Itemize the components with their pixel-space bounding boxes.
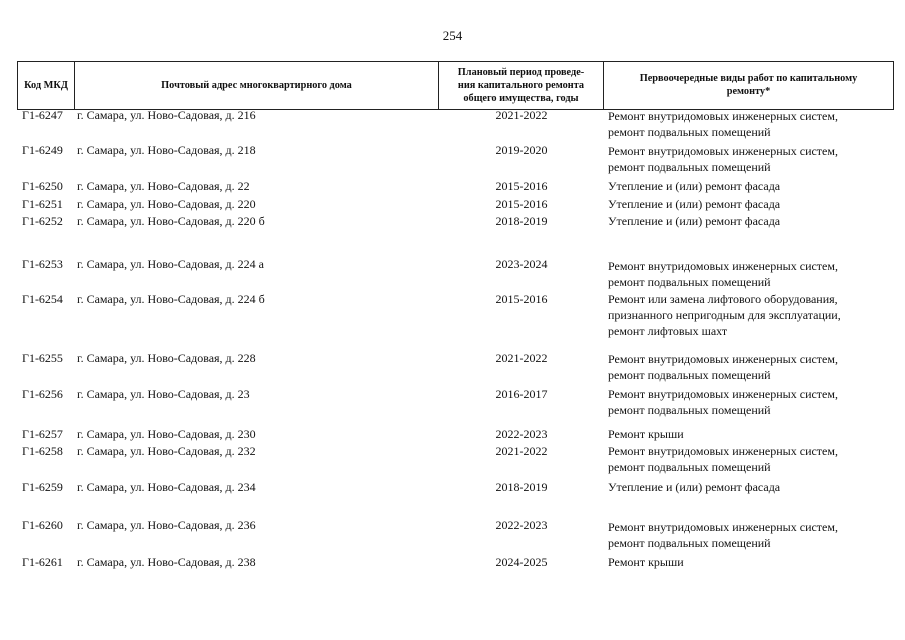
cell-works: Ремонт или замена лифтового оборудования, признанного непригодным для эксплуатации, ремонт лифтовых шахт: [608, 292, 841, 338]
column-divider: [893, 61, 894, 110]
cell-period: 2018-2019: [495, 480, 548, 494]
cell-code: Г1-6257: [22, 427, 63, 441]
cell-works: Утепление и (или) ремонт фасада: [608, 480, 781, 494]
cell-address: г. Самара, ул. Ново-Садовая, д. 216: [77, 108, 256, 122]
cell-period: 2021-2022: [495, 108, 548, 122]
cell-address: г. Самара, ул. Ново-Садовая, д. 236: [77, 518, 256, 532]
cell-address: г. Самара, ул. Ново-Садовая, д. 238: [77, 555, 256, 569]
cell-works: Ремонт внутридомовых инженерных систем, ремонт подвальных помещений: [608, 352, 838, 382]
cell-works: Ремонт внутридомовых инженерных систем, ремонт подвальных помещений: [608, 259, 838, 289]
cell-code: Г1-6261: [22, 555, 63, 569]
cell-code: Г1-6252: [22, 214, 63, 228]
header-code: Код МКД: [24, 79, 68, 91]
cell-works: Утепление и (или) ремонт фасада: [608, 214, 781, 228]
cell-period: 2015-2016: [495, 197, 548, 211]
header-works: Первоочередные виды работ по капитальному ремонту*: [639, 73, 858, 97]
cell-code: Г1-6253: [22, 257, 63, 271]
cell-works: Ремонт внутридомовых инженерных систем, ремонт подвальных помещений: [608, 144, 838, 174]
cell-code: Г1-6258: [22, 444, 63, 458]
cell-period: 2018-2019: [495, 214, 548, 228]
cell-works: Ремонт крыши: [608, 427, 684, 441]
page-number: 254: [442, 28, 463, 43]
cell-code: Г1-6249: [22, 143, 63, 157]
cell-period: 2024-2025: [495, 555, 548, 569]
cell-address: г. Самара, ул. Ново-Садовая, д. 220 б: [77, 214, 265, 228]
cell-code: Г1-6247: [22, 108, 63, 122]
cell-period: 2015-2016: [495, 179, 548, 193]
header-period: Плановый период проведе- ния капитального ремонта общего имущества, годы: [457, 66, 585, 104]
cell-code: Г1-6251: [22, 197, 63, 211]
cell-address: г. Самара, ул. Ново-Садовая, д. 234: [77, 480, 256, 494]
cell-address: г. Самара, ул. Ново-Садовая, д. 23: [77, 387, 250, 401]
cell-period: 2021-2022: [495, 351, 548, 365]
cell-period: 2021-2022: [495, 444, 548, 458]
cell-period: 2016-2017: [495, 387, 548, 401]
cell-works: Утепление и (или) ремонт фасада: [608, 179, 781, 193]
cell-address: г. Самара, ул. Ново-Садовая, д. 218: [77, 143, 256, 157]
cell-address: г. Самара, ул. Ново-Садовая, д. 228: [77, 351, 256, 365]
cell-address: г. Самара, ул. Ново-Садовая, д. 220: [77, 197, 256, 211]
cell-works: Утепление и (или) ремонт фасада: [608, 197, 781, 211]
cell-address: г. Самара, ул. Ново-Садовая, д. 230: [77, 427, 256, 441]
cell-works: Ремонт внутридомовых инженерных систем, ремонт подвальных помещений: [608, 387, 838, 417]
cell-code: Г1-6254: [22, 292, 63, 306]
cell-period: 2015-2016: [495, 292, 548, 306]
cell-works: Ремонт внутридомовых инженерных систем, ремонт подвальных помещений: [608, 109, 838, 139]
cell-period: 2022-2023: [495, 518, 548, 532]
cell-code: Г1-6255: [22, 351, 63, 365]
cell-period: 2023-2024: [495, 257, 548, 271]
header-address: Почтовый адрес многоквартирного дома: [161, 79, 352, 91]
cell-works: Ремонт крыши: [608, 555, 684, 569]
cell-address: г. Самара, ул. Ново-Садовая, д. 22: [77, 179, 250, 193]
cell-code: Г1-6256: [22, 387, 63, 401]
cell-period: 2019-2020: [495, 143, 548, 157]
cell-code: Г1-6260: [22, 518, 63, 532]
cell-address: г. Самара, ул. Ново-Садовая, д. 232: [77, 444, 256, 458]
cell-code: Г1-6250: [22, 179, 63, 193]
cell-works: Ремонт внутридомовых инженерных систем, ремонт подвальных помещений: [608, 444, 838, 474]
cell-works: Ремонт внутридомовых инженерных систем, ремонт подвальных помещений: [608, 520, 838, 550]
cell-address: г. Самара, ул. Ново-Садовая, д. 224 а: [77, 257, 264, 271]
cell-address: г. Самара, ул. Ново-Садовая, д. 224 б: [77, 292, 265, 306]
cell-code: Г1-6259: [22, 480, 63, 494]
cell-period: 2022-2023: [495, 427, 548, 441]
